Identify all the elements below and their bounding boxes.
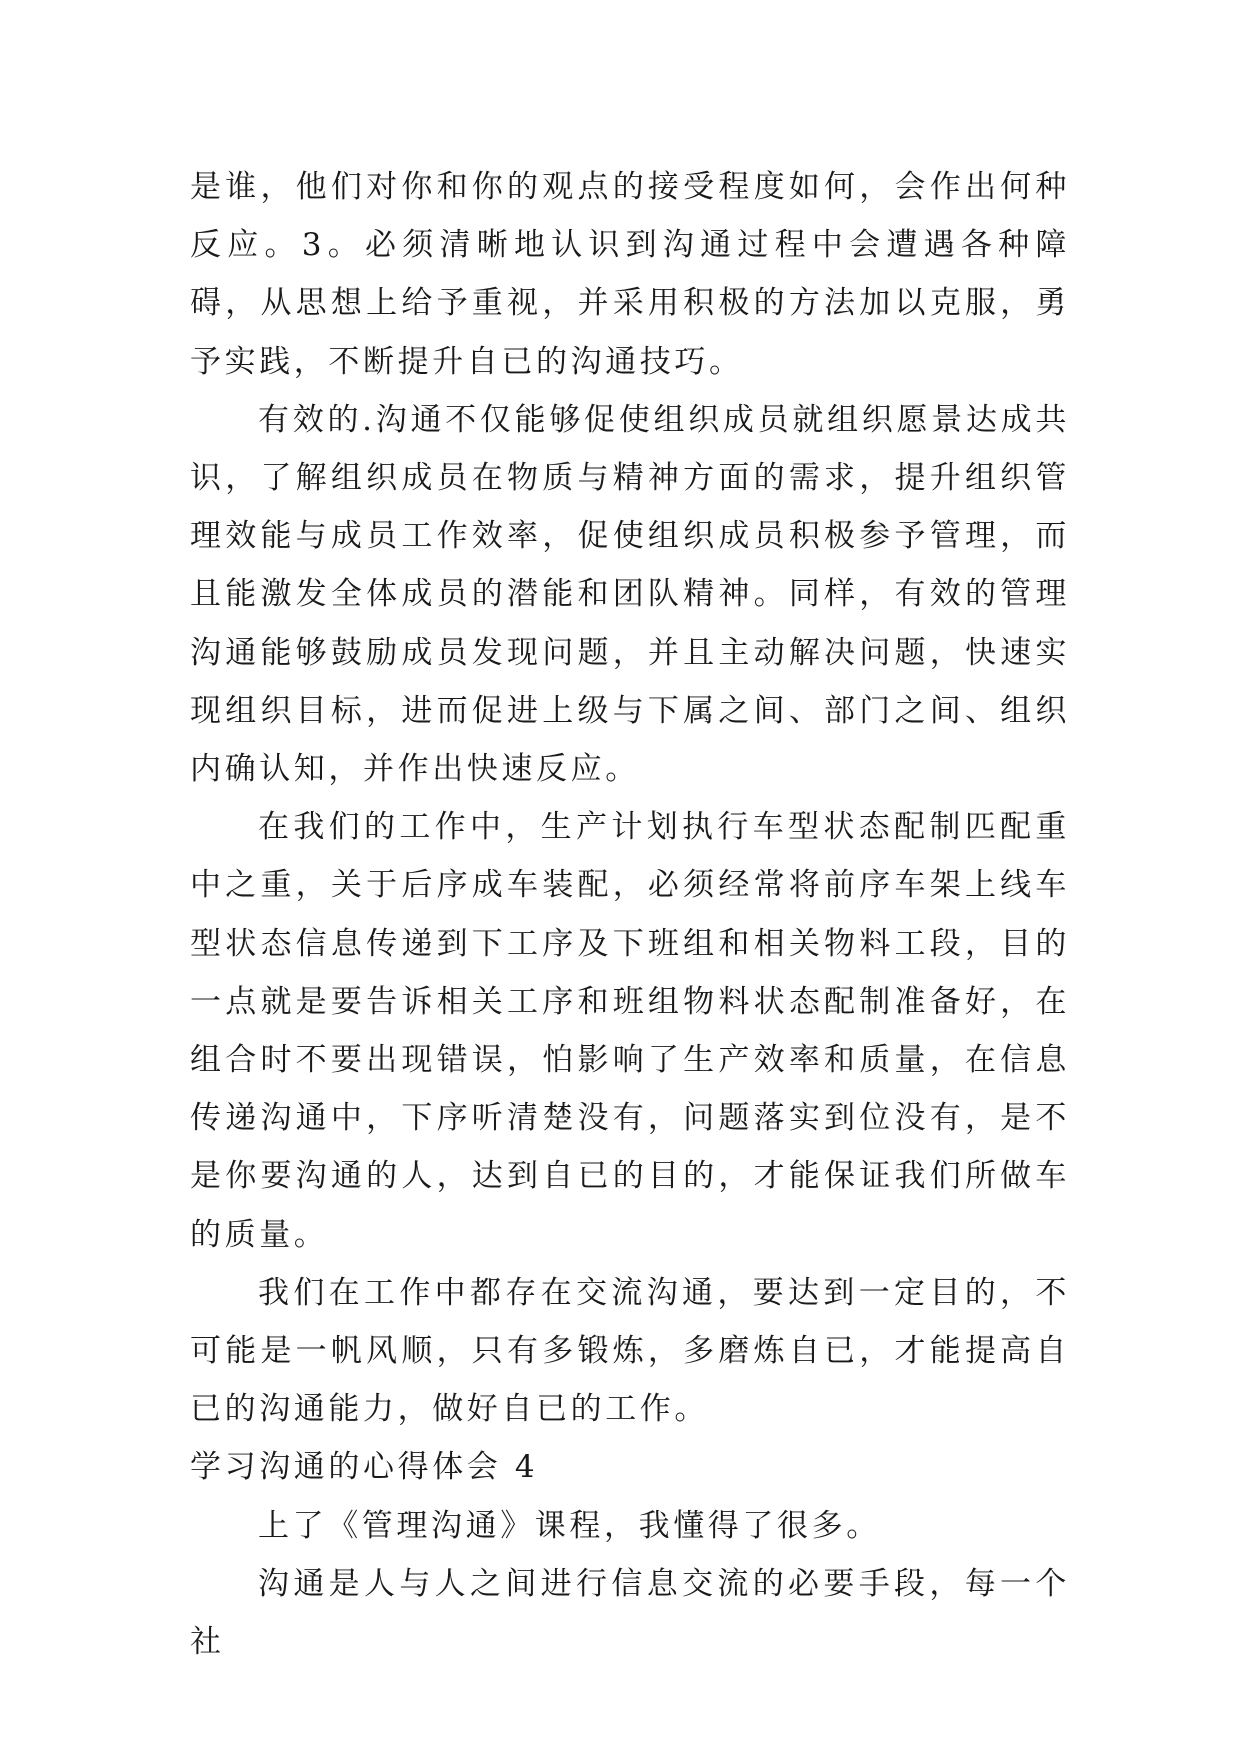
section-heading: 学习沟通的心得体会 4 <box>190 1449 539 1486</box>
paragraph-4: 我们在工作中都存在交流沟通，要达到一定目的，不可能是一帆风顺，只有多锻炼，多磨炼自已，才能提高自已的沟通能力，做好自已的工作。 <box>190 1274 1070 1428</box>
paragraph-2: 有效的.沟通不仅能够促使组织成员就组织愿景达成共识，了解组织成员在物质与精神方面的需求，提升组织管理效能与成员工作效率，促使组织成员积极参予管理，而且能激发全体成员的潜能和团队精神。同样，有效的管理沟通能够鼓励成员发现问题，并且主动解决问题，快速实现组织目标，进而促进上级与下属之间、部门之间、组织内确认知，并作出快速反应。 <box>190 401 1070 788</box>
paragraph-1: 是谁，他们对你和你的观点的接受程度如何，会作出何种反应。3。必须清晰地认识到沟通过程中会遭遇各种障碍，从思想上给予重视，并采用积极的方法加以克服，勇予实践，不断提升自已的沟通技巧。 <box>190 169 1070 380</box>
paragraph-3: 在我们的工作中，生产计划执行车型状态配制匹配重中之重，关于后序成车装配，必须经常将前序车架上线车型状态信息传递到下工序及下班组和相关物料工段，目的一点就是要告诉相关工序和班组物料状态配制准备好，在组合时不要出现错误，怕影响了生产效率和质量，在信息传递沟通中，下序听清楚没有，问题落实到位没有，是不是你要沟通的人，达到自已的目的，才能保证我们所做车的质量。 <box>190 809 1070 1253</box>
document-body <box>190 158 1070 1671</box>
paragraph-5: 上了《管理沟通》课程，我懂得了很多。 <box>258 1507 881 1544</box>
paragraph-6: 沟通是人与人之间进行信息交流的必要手段，每一个社 <box>190 1565 1070 1661</box>
